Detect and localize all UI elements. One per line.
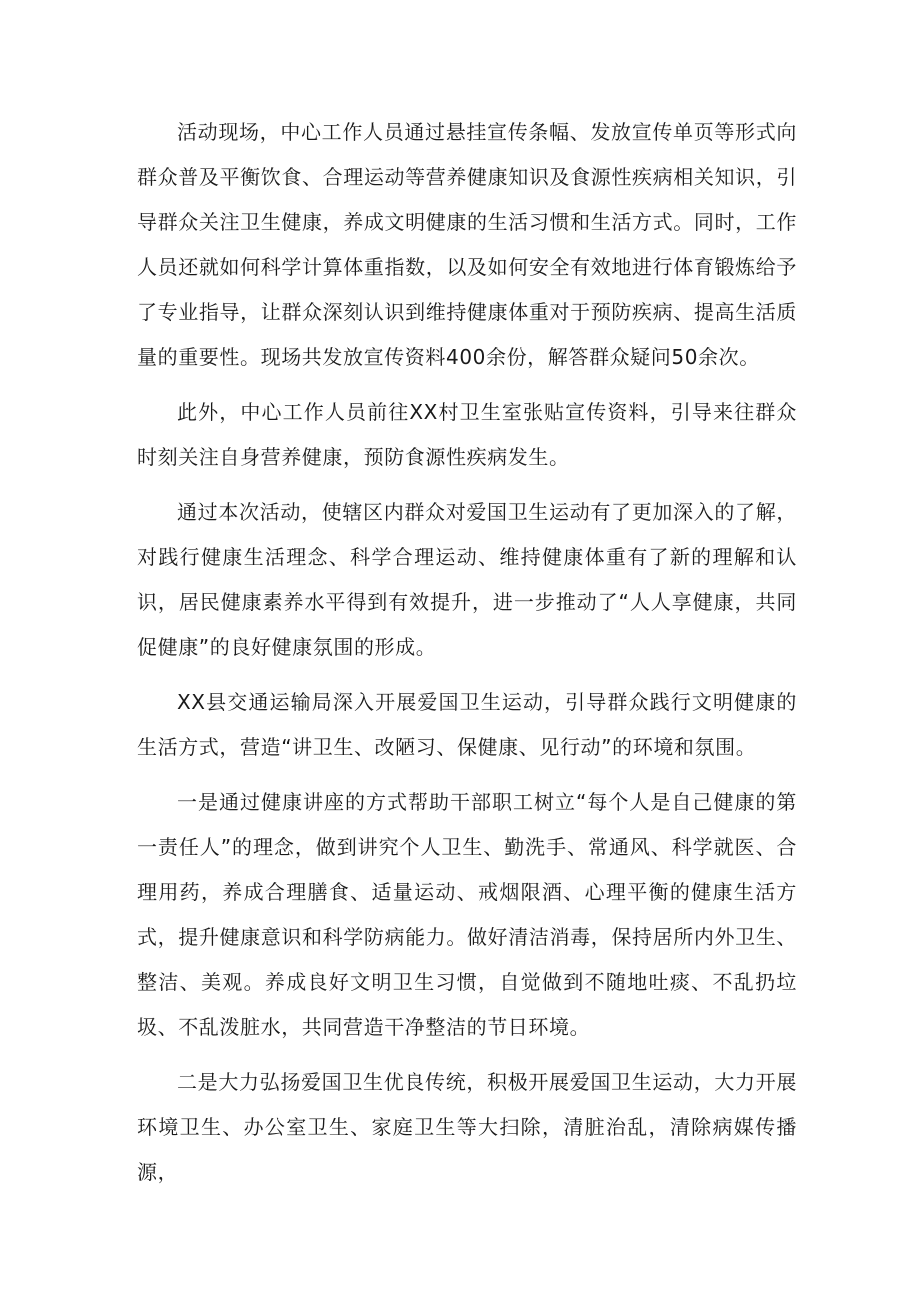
paragraph-5: 一是通过健康讲座的方式帮助干部职工树立“每个人是自己健康的第一责任人”的理念，做到讲究个人卫生、勤洗手、常通风、科学就医、合理用药，养成合理膳食、适量运动、戒烟限酒、心理平衡的健康生活方式，提升健康意识和科学防病能力。做好清洁消毒，保持居所内外卫生、整洁、美观。养成良好文明卫生习惯，自觉做到不随地吐痰、不乱扔垃圾、不乱泼脏水，共同营造干净整洁的节日环境。: [137, 790, 797, 1039]
paragraph-1: 活动现场，中心工作人员通过悬挂宣传条幅、发放宣传单页等形式向群众普及平衡饮食、合理运动等营养健康知识及食源性疾病相关知识，引导群众关注卫生健康，养成文明健康的生活习惯和生活方式。同时，工作人员还就如何科学计算体重指数，以及如何安全有效地进行体育锻炼给予了专业指导，让群众深刻认识到维持健康体重对于预防疾病、提高生活质量的重要性。现场共发放宣传资料400余份，解答群众疑问50余次。: [137, 120, 797, 369]
paragraph-3: 通过本次活动，使辖区内群众对爱国卫生运动有了更加深入的了解，对践行健康生活理念、科学合理运动、维持健康体重有了新的理解和认识，居民健康素养水平得到有效提升，进一步推动了“人人享健康，共同促健康”的良好健康氛围的形成。: [137, 500, 797, 659]
paragraph-2: 此外，中心工作人员前往XX村卫生室张贴宣传资料，引导来往群众时刻关注自身营养健康，预防食源性疾病发生。: [137, 400, 797, 469]
document-body: [137, 110, 797, 1205]
paragraph-6: 二是大力弘扬爱国卫生优良传统，积极开展爱国卫生运动，大力开展环境卫生、办公室卫生、家庭卫生等大扫除，清脏治乱，清除病媒传播源，: [137, 1070, 797, 1184]
paragraph-4: XX县交通运输局深入开展爱国卫生运动，引导群众践行文明健康的生活方式，营造“讲卫生、改陋习、保健康、见行动”的环境和氛围。: [137, 690, 797, 759]
